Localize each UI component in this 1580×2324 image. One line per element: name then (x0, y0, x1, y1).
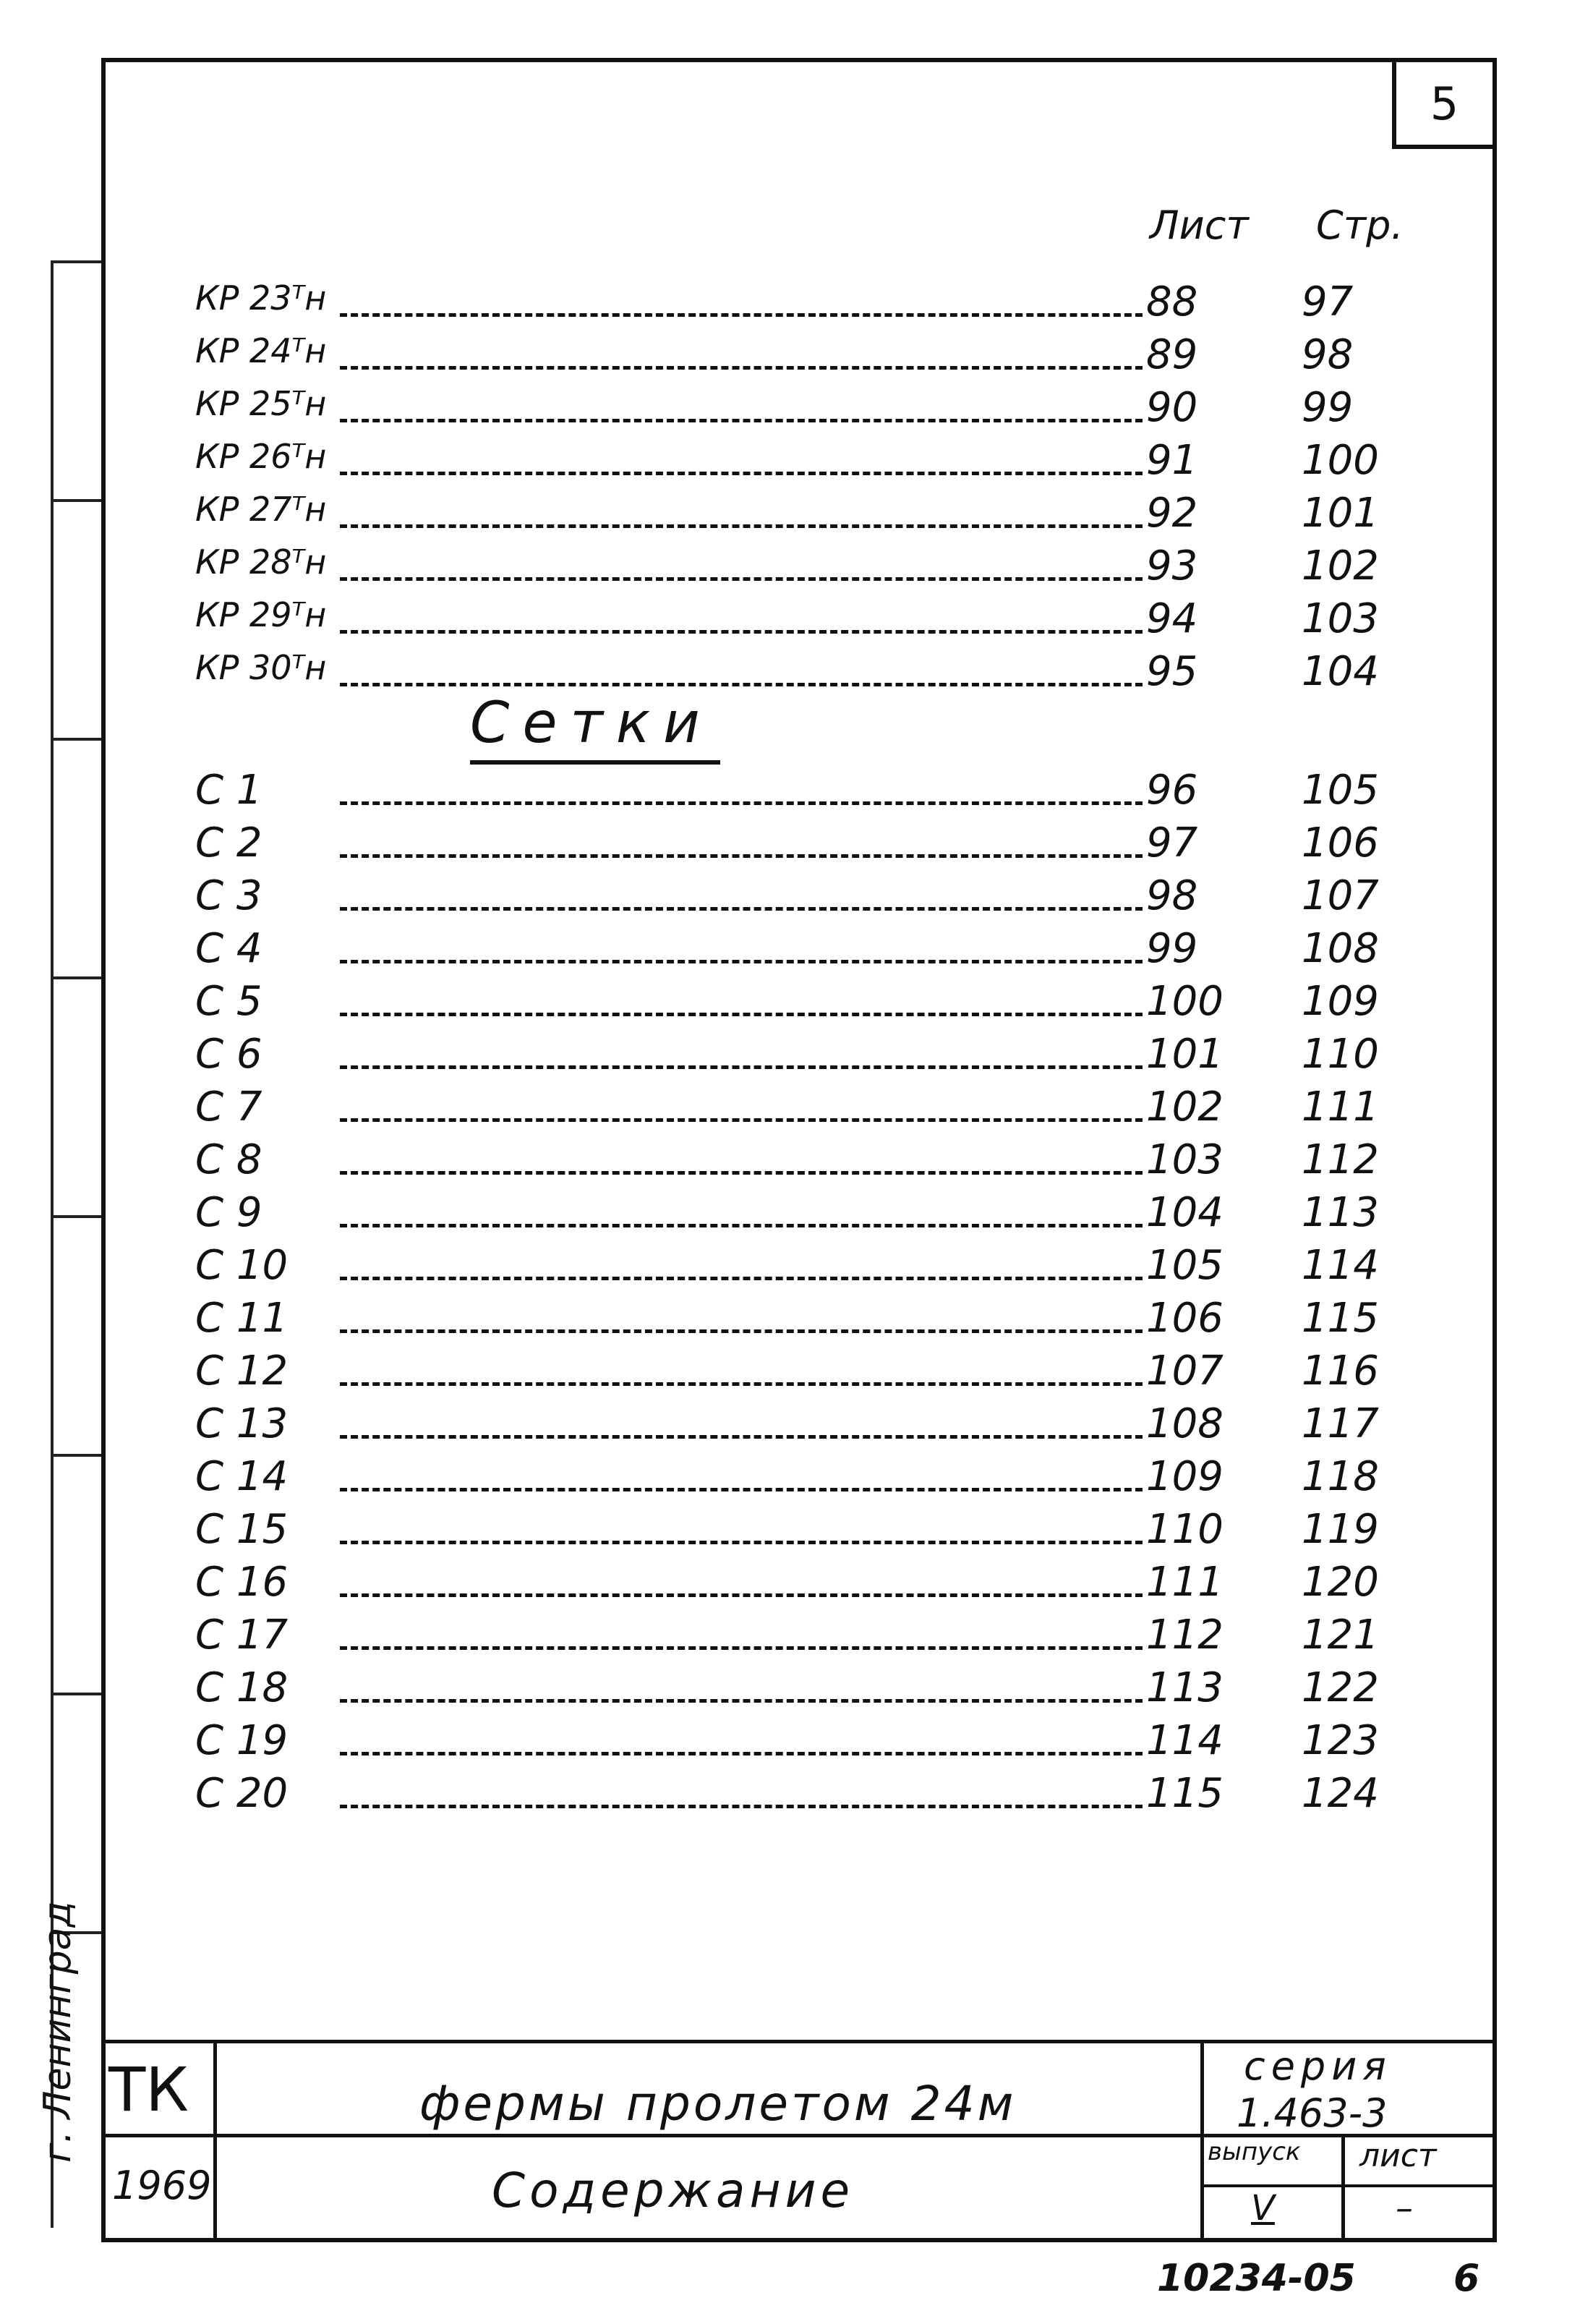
sheet-number: 98 (1146, 872, 1198, 919)
page-number-cell: 118 (1302, 1453, 1379, 1500)
page-number-cell: 109 (1302, 978, 1379, 1025)
item-name: С 19 (195, 1717, 289, 1764)
sheet-number: 96 (1146, 767, 1198, 814)
sheet-number: 100 (1146, 978, 1224, 1025)
leader-dots (340, 419, 1143, 422)
sheet-number: 99 (1146, 925, 1198, 972)
list-item (0, 820, 1580, 870)
item-name: С 16 (195, 1559, 289, 1606)
list-item (0, 595, 1580, 646)
section-title: Сетки (470, 691, 720, 765)
item-name: С 4 (195, 925, 262, 972)
leader-dots (340, 1118, 1143, 1122)
sheet-number: 107 (1146, 1348, 1224, 1395)
leader-dots (340, 1065, 1143, 1069)
leader-dots (340, 1435, 1143, 1439)
list-item (0, 648, 1580, 699)
item-name: С 1 (195, 767, 262, 814)
page-number-cell: 113 (1302, 1189, 1379, 1236)
page-number-cell: 106 (1302, 820, 1379, 867)
list-item (0, 1717, 1580, 1768)
page-number-cell: 100 (1302, 437, 1379, 484)
sheet-number: 108 (1146, 1400, 1224, 1447)
page-number-cell: 124 (1302, 1770, 1379, 1817)
item-name: С 10 (195, 1242, 289, 1289)
item-name: КР 27ᵀн (195, 490, 327, 529)
item-name: С 14 (195, 1453, 289, 1500)
sheet-label: лист (1359, 2137, 1437, 2174)
page-number-cell: 104 (1302, 648, 1379, 695)
leader-dots (340, 577, 1143, 581)
page-number-cell: 110 (1302, 1031, 1379, 1078)
doc-number: 10234-05 (1157, 2257, 1356, 2300)
list-item (0, 331, 1580, 382)
list-item (0, 1559, 1580, 1609)
leader-dots (340, 1488, 1143, 1491)
year: 1969 (112, 2163, 212, 2208)
item-name: С 18 (195, 1664, 289, 1711)
sheet-number: 102 (1146, 1084, 1224, 1131)
item-name: С 15 (195, 1506, 289, 1553)
page-number-cell: 120 (1302, 1559, 1379, 1606)
page-number-cell: 111 (1302, 1084, 1379, 1131)
list-item (0, 872, 1580, 923)
item-name: С 9 (195, 1189, 262, 1236)
list-item (0, 1664, 1580, 1715)
sheet-number: 114 (1146, 1717, 1224, 1764)
sheet-number: 101 (1146, 1031, 1224, 1078)
list-item (0, 437, 1580, 488)
item-name: С 3 (195, 872, 262, 919)
leader-dots (340, 630, 1143, 634)
leader-dots (340, 854, 1143, 858)
item-name: С 7 (195, 1084, 262, 1131)
document-subtitle: Содержание (492, 2163, 855, 2218)
list-item (0, 1770, 1580, 1821)
series-number: 1.463-3 (1237, 2090, 1388, 2136)
sheet-number: 94 (1146, 595, 1198, 642)
list-item (0, 1189, 1580, 1240)
sheet-number: 115 (1146, 1770, 1224, 1817)
leader-dots (340, 1593, 1143, 1597)
page-number-cell: 102 (1302, 542, 1379, 589)
leader-dots (340, 1382, 1143, 1386)
list-item (0, 384, 1580, 435)
sheet-number: 89 (1146, 331, 1198, 378)
page-number-cell: 112 (1302, 1136, 1379, 1183)
item-name: С 11 (195, 1295, 289, 1342)
issue-sheet-divider (1200, 2184, 1497, 2187)
page-number-cell: 116 (1302, 1348, 1379, 1395)
leader-dots (340, 1277, 1143, 1280)
page-column-header: Стр. (1316, 203, 1404, 248)
sheet-number: 93 (1146, 542, 1198, 589)
page-number-cell: 122 (1302, 1664, 1379, 1711)
list-item (0, 1348, 1580, 1398)
list-item (0, 1084, 1580, 1134)
page-number-cell: 99 (1302, 384, 1354, 431)
list-item (0, 1453, 1580, 1504)
title-block-divider (1200, 2040, 1204, 2242)
leader-dots (340, 1699, 1143, 1703)
page-number-cell: 119 (1302, 1506, 1379, 1553)
list-item (0, 1031, 1580, 1081)
leader-dots (340, 1329, 1143, 1333)
sheet-number: 111 (1146, 1559, 1224, 1606)
list-item (0, 1295, 1580, 1345)
sheet-number: 97 (1146, 820, 1198, 867)
sheet-number: 103 (1146, 1136, 1224, 1183)
page-number-cell: 117 (1302, 1400, 1379, 1447)
list-item (0, 490, 1580, 540)
leader-dots (340, 960, 1143, 963)
leader-dots (340, 313, 1143, 317)
sheet-number: 105 (1146, 1242, 1224, 1289)
document-title: фермы пролетом 24м (419, 2076, 1017, 2132)
list-item (0, 1506, 1580, 1557)
leader-dots (340, 907, 1143, 911)
item-name: С 13 (195, 1400, 289, 1447)
sheet-number: 109 (1146, 1453, 1224, 1500)
list-item (0, 767, 1580, 817)
leader-dots (340, 1013, 1143, 1016)
item-name: КР 25ᵀн (195, 384, 327, 423)
page-number-cell: 121 (1302, 1612, 1379, 1659)
page-number-cell: 101 (1302, 490, 1379, 537)
leader-dots (340, 1224, 1143, 1227)
list-item (0, 1136, 1580, 1187)
list-item (0, 542, 1580, 593)
leader-dots (340, 683, 1143, 686)
list-item (0, 1242, 1580, 1293)
item-name: КР 23ᵀн (195, 278, 327, 318)
issue-label: выпуск (1208, 2137, 1301, 2166)
page-number-cell: 108 (1302, 925, 1379, 972)
sheet-number: 90 (1146, 384, 1198, 431)
list-item (0, 978, 1580, 1029)
sheet-number: 104 (1146, 1189, 1224, 1236)
sheet-column-header: Лист (1150, 203, 1249, 248)
leader-dots (340, 366, 1143, 370)
issue-sheet-divider (1341, 2134, 1345, 2242)
page-number-cell: 97 (1302, 278, 1354, 325)
list-item (0, 1400, 1580, 1451)
sheet-number: 113 (1146, 1664, 1224, 1711)
leader-dots (340, 472, 1143, 475)
strip-segment (51, 738, 101, 741)
strip-segment (51, 260, 101, 263)
item-name: С 17 (195, 1612, 289, 1659)
leader-dots (340, 1541, 1143, 1544)
item-name: С 6 (195, 1031, 262, 1078)
item-name: С 8 (195, 1136, 262, 1183)
page-number-cell: 105 (1302, 767, 1379, 814)
title-block-divider (213, 2040, 217, 2242)
item-name: КР 29ᵀн (195, 595, 327, 634)
leader-dots (340, 1646, 1143, 1650)
leader-dots (340, 801, 1143, 805)
city-label: г. Ленинград (36, 1901, 80, 2163)
sheet-number: 110 (1146, 1506, 1224, 1553)
issue-value: V (1251, 2188, 1275, 2229)
sheet-number: 112 (1146, 1612, 1224, 1659)
item-name: С 12 (195, 1348, 289, 1395)
sheet-number: 92 (1146, 490, 1198, 537)
sheet-number: 95 (1146, 648, 1198, 695)
page-number: 5 (1430, 77, 1459, 130)
page-number-box (1392, 58, 1497, 149)
leader-dots (340, 524, 1143, 528)
sheet-number: 106 (1146, 1295, 1224, 1342)
item-name: С 2 (195, 820, 262, 867)
page-number-cell: 123 (1302, 1717, 1379, 1764)
page-number-cell: 107 (1302, 872, 1379, 919)
leader-dots (340, 1805, 1143, 1808)
page-number-cell: 98 (1302, 331, 1354, 378)
sheet-value: – (1396, 2188, 1413, 2229)
item-name: С 20 (195, 1770, 289, 1817)
item-name: КР 26ᵀн (195, 437, 327, 476)
leader-dots (340, 1171, 1143, 1175)
item-name: С 5 (195, 978, 262, 1025)
page-number-cell: 115 (1302, 1295, 1379, 1342)
item-name: КР 28ᵀн (195, 542, 327, 582)
leader-dots (340, 1752, 1143, 1755)
sheet-number: 88 (1146, 278, 1198, 325)
page-number-cell: 114 (1302, 1242, 1379, 1289)
list-item (0, 925, 1580, 976)
org-mark: ТК (108, 2054, 189, 2125)
list-item (0, 278, 1580, 329)
item-name: КР 24ᵀн (195, 331, 327, 370)
sheet-number: 91 (1146, 437, 1198, 484)
item-name: КР 30ᵀн (195, 648, 327, 687)
footer-page: 6 (1453, 2257, 1480, 2300)
series-label: серия (1244, 2043, 1392, 2089)
list-item (0, 1612, 1580, 1662)
page-number-cell: 103 (1302, 595, 1379, 642)
